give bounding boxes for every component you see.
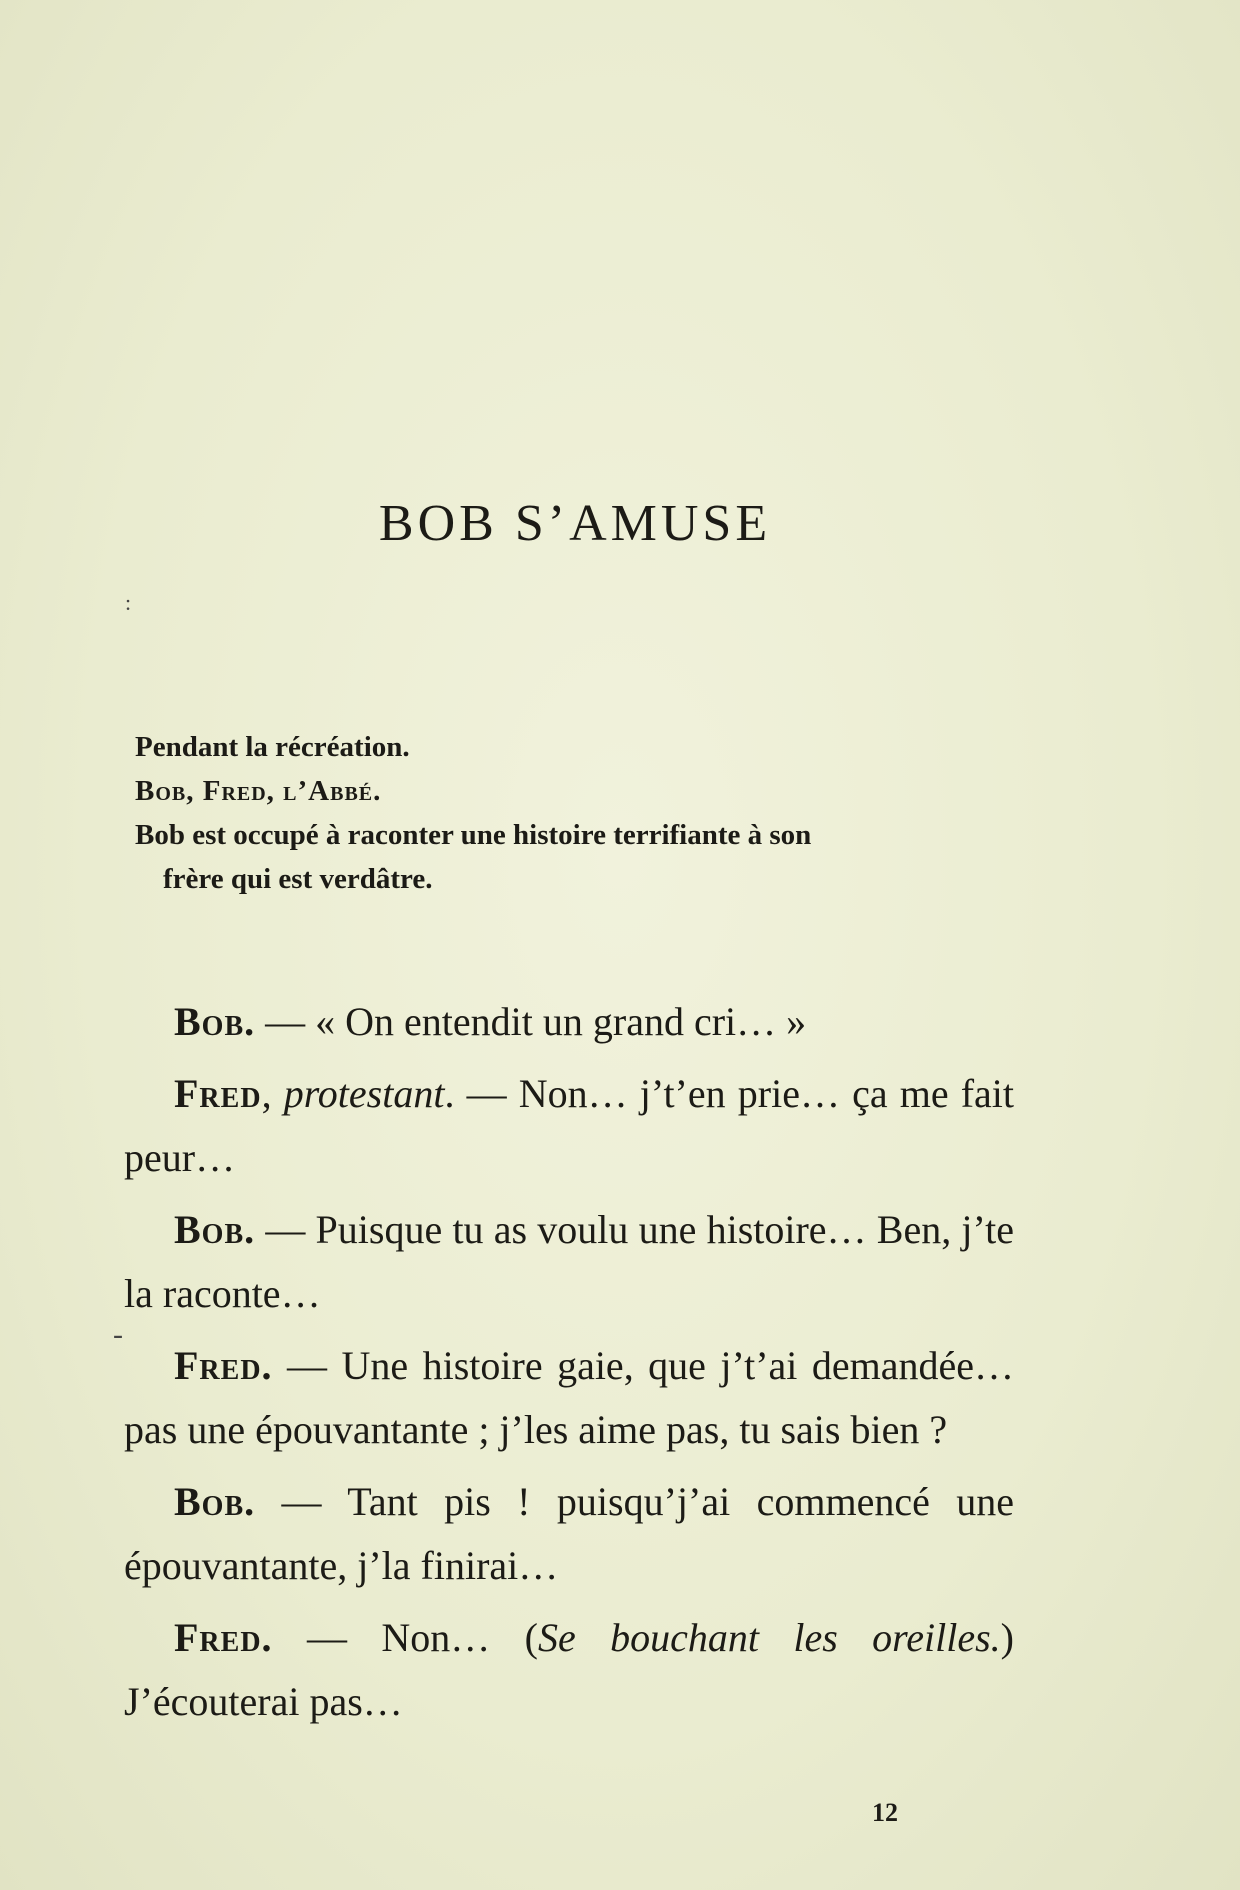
dialogue-text: . — Non… j’t’en prie… ça me fait peur…: [124, 1071, 1015, 1180]
dialogue-line: [124, 990, 1014, 1054]
speaker-name: Fred.: [174, 1343, 273, 1388]
stage-direction: Se bouchant les oreilles.: [537, 1615, 1001, 1660]
dialogue-line: Fred, protestant. — Non… j’t’en prie… ça me fait peur…: [124, 1071, 1015, 1180]
dialogue-line: [124, 1470, 1014, 1598]
dialogue-text: ) J’écouterai pas…: [124, 1615, 1014, 1724]
page-number: 12: [872, 1798, 898, 1827]
stage-characters: Bob, Fred, l’Abbé.: [135, 775, 382, 807]
dialogue-text: — Puisque tu as voulu une histoire… Ben, j’te la raconte…: [124, 1207, 1014, 1316]
stage-description-line1: Bob est occupé à raconter une histoire terrifiante à son: [135, 819, 812, 851]
stage-description-line2: frère qui est verdâtre.: [163, 863, 433, 895]
dialogue-line: [124, 1606, 1014, 1734]
page-title: BOB S’AMUSE: [378, 495, 772, 552]
stage-direction: protestant: [283, 1071, 445, 1116]
dialogue-line: [124, 1334, 1014, 1462]
speaker-name: Bob.: [174, 1479, 256, 1524]
stray-mark: :: [125, 590, 132, 615]
dialogue-text: — Une histoire gaie, que j’t’ai demandée… pas une épouvantante ; j’les aime pas, tu sais bien ?: [124, 1343, 1014, 1452]
stray-mark: -: [113, 1318, 123, 1351]
dialogue: [124, 990, 1014, 1742]
speaker-name: Fred: [174, 1071, 262, 1116]
dialogue-text: — « On entendit un grand cri… »: [255, 999, 807, 1044]
speaker-name: Bob.: [174, 999, 256, 1044]
dialogue-text: — Tant pis ! puisqu’j’ai commencé une épouvantante, j’la finirai…: [124, 1479, 1014, 1588]
speaker-name: Fred.: [174, 1615, 273, 1660]
dialogue-text: — Non… (: [272, 1615, 538, 1660]
dialogue-line: [124, 1198, 1014, 1326]
stage-directions: [135, 725, 1035, 901]
speaker-name: Bob.: [174, 1207, 256, 1252]
stage-setting: Pendant la récréation.: [135, 731, 410, 763]
